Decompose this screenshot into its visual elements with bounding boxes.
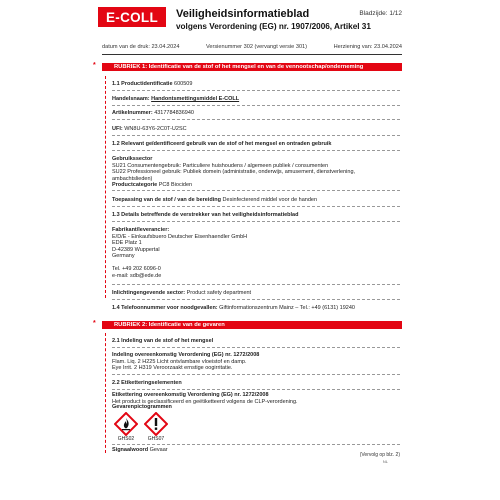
- signal-value: Gevaar: [149, 447, 168, 453]
- regulation-title: Indeling overeenkomstig Verordening (EG) nr. 1272/2008: [112, 352, 260, 358]
- separator: [112, 105, 400, 106]
- identified-uses: [112, 141, 400, 148]
- exclamation-icon: [144, 412, 168, 436]
- pictogram-code: GHS02: [117, 436, 135, 442]
- company-logo: E-COLL: [98, 7, 166, 27]
- supplier-title: 1.3 Details betreffende de verstrekker van het veiligheidsinformatieblad: [112, 212, 299, 218]
- pictograms-title: Gevarenpictogrammen: [112, 404, 172, 410]
- separator: [112, 150, 400, 151]
- separator: [112, 347, 400, 348]
- separator: [112, 190, 400, 191]
- emergency-phone: [112, 305, 400, 312]
- use-sector: [112, 156, 400, 189]
- category-value: PC8 Biociden: [158, 182, 193, 189]
- manufacturer-label: Fabrikant/leverancier:: [112, 227, 170, 233]
- product-id-title: 1.1 Productidentificatie: [112, 81, 173, 87]
- header-divider: [102, 54, 402, 55]
- hazard-statement: Eye Irrit. 2 H319 Veroorzaakt ernstige oogirritatie.: [112, 365, 233, 372]
- info-value: Product safety department: [186, 290, 252, 296]
- trade-name-value: Handontsmettingsmiddel E-COLL: [151, 96, 240, 102]
- flame-icon: [114, 412, 138, 436]
- application-value: Desinfecterend middel voor de handen: [222, 197, 318, 203]
- revision-date: Herziening van: 23.04.2024: [333, 44, 402, 50]
- address-line: EDE Platz 1: [112, 240, 142, 247]
- application: [112, 197, 400, 204]
- ufi-label: UFI:: [112, 126, 123, 132]
- emergency-value: Giftinformationszentrum Mainz – Tel.: +49 (6131) 19240: [219, 305, 355, 311]
- pictograms-heading: [112, 404, 400, 411]
- section-1-bar: RUBRIEK 1: Identificatie van de stof of het mengsel en van de vennootschap/onderneming: [102, 63, 402, 71]
- separator: [112, 119, 400, 120]
- product-id-value: 600509: [174, 81, 193, 87]
- use-title: 1.2 Relevant geïdentificeerd gebruik van de stof of het mengsel en ontraden gebruik: [112, 141, 332, 147]
- document-meta: [102, 44, 402, 50]
- labelling-title: Etikettering overeenkomstig Verordening (EG) nr. 1272/2008: [112, 392, 269, 398]
- classification: [112, 338, 400, 345]
- signal-word: [112, 447, 400, 454]
- sector-line: SU21 Consumentengebruik: Particuliere huishoudens / algemeen publiek / consumenten: [112, 162, 329, 169]
- hazard-pictograms: [114, 412, 168, 442]
- separator: [112, 206, 400, 207]
- separator: [112, 299, 400, 300]
- address-line: E/D/E - Einkaufsbuero Deutscher Eisenhaendler GmbH: [112, 233, 248, 240]
- sector-line: ambachtslieden): [112, 175, 153, 182]
- signal-label: Signaalwoord: [112, 447, 149, 453]
- email[interactable]: e-mail: sdb@ede.de: [112, 272, 162, 279]
- address-line: D-42389 Wuppertal: [112, 246, 160, 253]
- telephone: Tel. +49 202 6096-0: [112, 265, 161, 272]
- labelling-value: Het product is geclassificeerd en geëtiketteerd volgens de CLP-verordening.: [112, 398, 298, 405]
- article-value: 4317784836940: [154, 110, 194, 116]
- document-subtitle: volgens Verordening (EG) nr. 1907/2006, Artikel 31: [176, 22, 371, 31]
- label-elements: [112, 380, 400, 387]
- section-marker: *: [93, 62, 96, 69]
- separator: [112, 444, 400, 445]
- classification-title: 2.1 Indeling van de stof of het mengsel: [112, 338, 214, 344]
- sector-label: Gebruikssector: [112, 156, 153, 162]
- article-label: Artikelnummer:: [112, 110, 153, 116]
- supplier-details: [112, 212, 400, 219]
- address-line: Germany: [112, 253, 135, 260]
- section-2-bar: RUBRIEK 2: Identificatie van de gevaren: [102, 321, 402, 329]
- ghs02-pictogram: [114, 412, 138, 442]
- print-date: datum van de druk: 23.04.2024: [102, 44, 180, 50]
- application-label: Toepassing van de stof / van de bereiding: [112, 197, 222, 203]
- version-number: Versienummer 302 (vervangt versie 301): [205, 44, 308, 50]
- trade-name: [112, 96, 400, 103]
- product-identifier: [112, 81, 400, 88]
- article-number: [112, 110, 400, 117]
- revision-line: [105, 76, 106, 298]
- separator: [112, 389, 400, 390]
- document-title: Veiligheidsinformatieblad: [176, 8, 310, 20]
- ghs07-pictogram: [144, 412, 168, 442]
- separator: [112, 90, 400, 91]
- emergency-label: 1.4 Telefoonnummer voor noodgevallen:: [112, 305, 218, 311]
- separator: [112, 135, 400, 136]
- hazard-statement: Flam. Liq. 2 H225 Licht ontvlambare vloeistof en damp.: [112, 358, 247, 365]
- ufi-code: [112, 126, 400, 133]
- separator: [112, 374, 400, 375]
- language-code: NL: [382, 459, 388, 464]
- category-label: Productcategorie: [112, 182, 158, 189]
- trade-name-label: Handelsnaam:: [112, 96, 150, 102]
- label-title: 2.2 Etiketteringselementen: [112, 380, 182, 386]
- section-marker: *: [93, 320, 96, 327]
- pictogram-code: GHS07: [147, 436, 165, 442]
- clp-classification: [112, 352, 400, 372]
- separator: [112, 284, 400, 285]
- info-department: [112, 290, 400, 297]
- sector-line: SU22 Professioneel gebruik: Publiek domein (administratie, onderwijs, amusement, dienstverlening,: [112, 169, 356, 176]
- revision-line: [105, 333, 106, 453]
- continued-note: (Vervolg op blz. 2): [359, 452, 400, 458]
- info-label: Inlichtingengevende sector:: [112, 290, 186, 296]
- page-number: Bladzijde: 1/12: [359, 10, 402, 17]
- separator: [112, 221, 400, 222]
- ufi-value: WN8U-63Y6-2C0T-U2SC: [124, 126, 187, 132]
- manufacturer-block: [112, 227, 400, 279]
